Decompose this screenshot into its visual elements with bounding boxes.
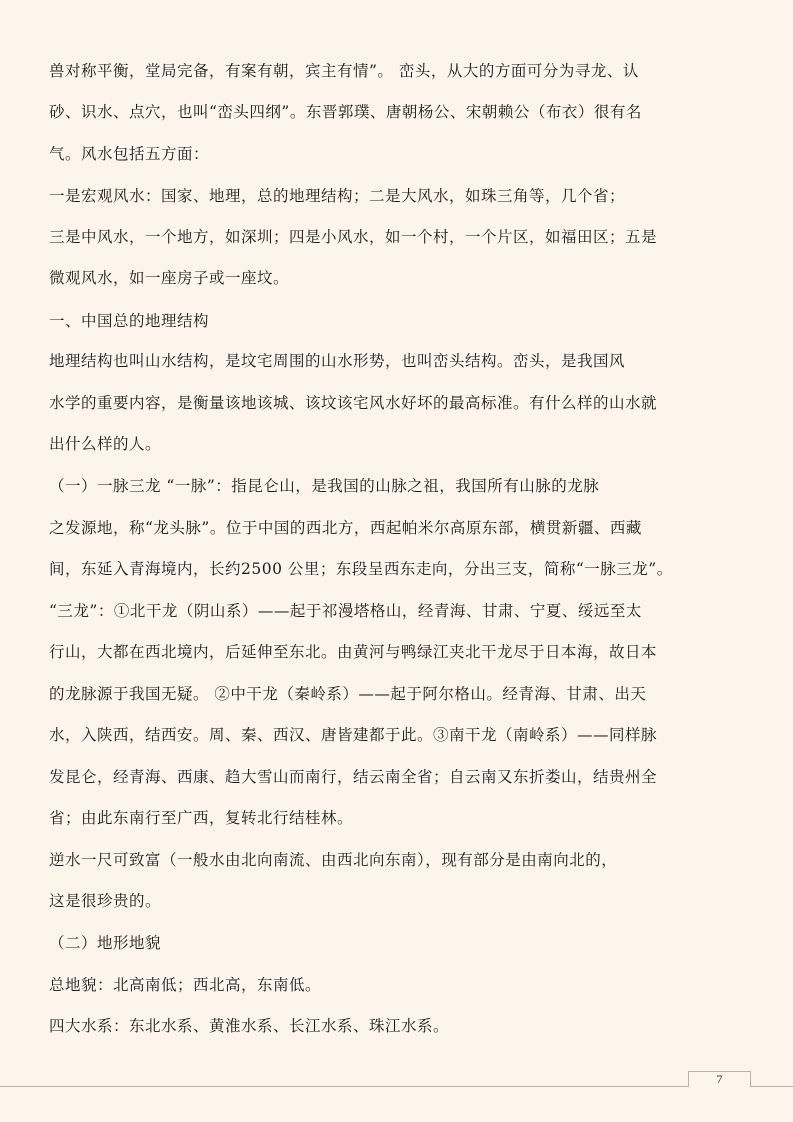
text-line: 砂、识水、点穴，也叫“峦头四纲”。东晋郭璞、唐朝杨公、宋朝赖公（布衣）很有名	[49, 103, 642, 121]
text-line: 出什么样的人。	[49, 435, 162, 453]
text-line: 地理结构也叫山水结构，是坟宅周围的山水形势，也叫峦头结构。峦头，是我国风	[49, 352, 626, 370]
text-line: 总地貌：北高南低；西北高，东南低。	[49, 976, 322, 994]
page-number: 7	[688, 1071, 751, 1087]
subsection-heading: （二）地形地貌	[49, 934, 162, 952]
subsection-heading: （一）一脉三龙 “一脉”：指昆仑山，是我国的山脉之祖，我国所有山脉的龙脉	[49, 477, 600, 495]
text-line: 之发源地，称“龙头脉”。位于中国的西北方，西起帕米尔高原东部，横贯新疆、西藏	[49, 519, 642, 537]
text-line: 间，东延入青海境内，长约2500 公里；东段呈西东走向，分出三支，简称“一脉三龙”。	[49, 560, 673, 578]
text-line: 一是宏观风水：国家、地理，总的地理结构；二是大风水，如珠三角等，几个省；	[49, 187, 626, 205]
text-line: 四大水系：东北水系、黄淮水系、长江水系、珠江水系。	[49, 1017, 450, 1035]
text-line: 水，入陕西，结西安。周、秦、西汉、唐皆建都于此。③南干龙（南岭系）——同样脉	[49, 726, 658, 744]
text-line: 的龙脉源于我国无疑。 ②中干龙（秦岭系）——起于阿尔格山。经青海、甘肃、出天	[49, 685, 647, 703]
text-line: 行山，大都在西北境内，后延伸至东北。由黄河与鸭绿江夹北干龙尽于日本海，故日本	[49, 643, 658, 661]
text-line: 发昆仑，经青海、西康、趋大雪山而南行，结云南全省；自云南又东折娄山，结贵州全	[49, 768, 658, 786]
footer-rule	[750, 1086, 793, 1087]
text-line: 微观风水，如一座房子或一座坟。	[49, 269, 290, 287]
text-line: 这是很珍贵的。	[49, 892, 162, 910]
section-heading: 一、中国总的地理结构	[49, 312, 210, 330]
text-line: 兽对称平衡，堂局完备，有案有朝，宾主有情”。 峦头，从大的方面可分为寻龙、认	[49, 62, 639, 80]
text-line: 气。风水包括五方面：	[49, 145, 210, 163]
text-line: 逆水一尺可致富（一般水由北向南流、由西北向东南），现有部分是由南向北的，	[49, 851, 618, 869]
text-line: 三是中风水，一个地方，如深圳；四是小风水，如一个村，一个片区，如福田区；五是	[49, 228, 658, 246]
text-line: 水学的重要内容，是衡量该地该城、该坟该宅风水好坏的最高标准。有什么样的山水就	[49, 394, 658, 412]
text-line: “三龙”：①北干龙（阴山系）——起于祁漫塔格山，经青海、甘肃、宁夏、绥远至太	[49, 602, 642, 620]
text-line: 省；由此东南行至广西，复转北行结桂林。	[49, 809, 354, 827]
footer-rule	[0, 1086, 688, 1087]
